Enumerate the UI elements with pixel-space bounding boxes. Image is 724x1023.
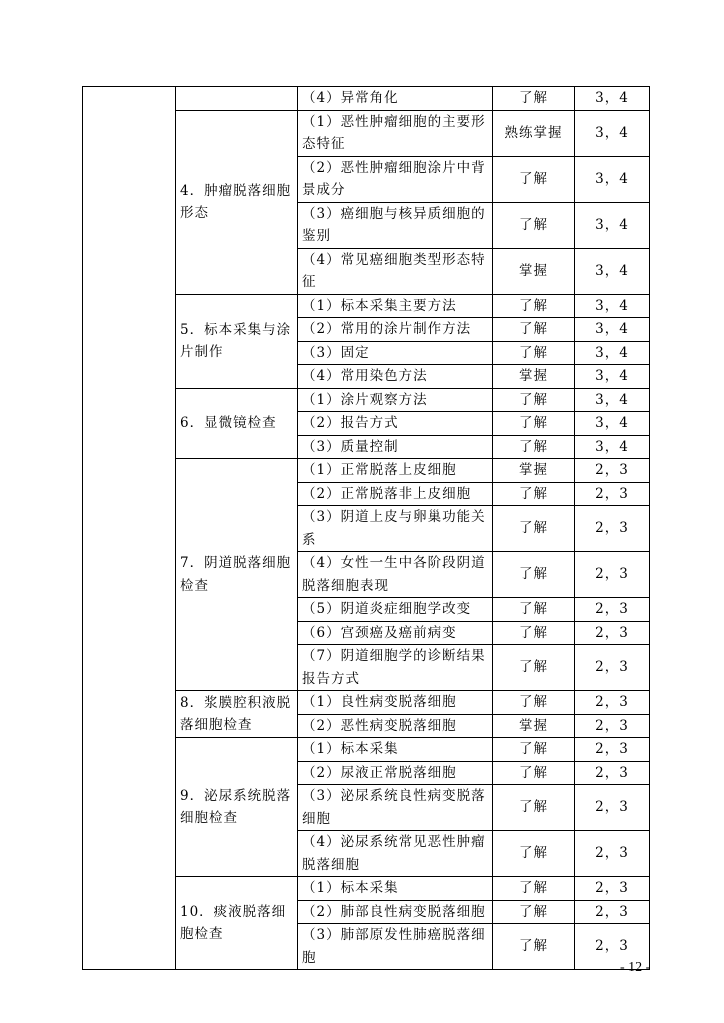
level-cell: 了解	[493, 691, 575, 715]
point-cell: （3）质量控制	[298, 435, 493, 459]
level-cell: 了解	[493, 388, 575, 412]
level-cell: 了解	[493, 202, 575, 248]
unit-cell: 3，4	[575, 365, 650, 389]
unit-cell: 2，3	[575, 877, 650, 901]
point-cell: （1）涂片观察方法	[298, 388, 493, 412]
topic-cell: 4．肿瘤脱落细胞形态	[176, 110, 298, 294]
point-cell: （3）肺部原发性肺癌脱落细胞	[298, 924, 493, 970]
point-cell: （2）肺部良性病变脱落细胞	[298, 900, 493, 924]
unit-cell: 3，4	[575, 248, 650, 294]
level-cell: 了解	[493, 318, 575, 342]
point-cell: （2）正常脱落非上皮细胞	[298, 482, 493, 506]
level-cell: 了解	[493, 598, 575, 622]
level-cell: 了解	[493, 156, 575, 202]
topic-cell: 8．浆膜腔积液脱落细胞检查	[176, 691, 298, 738]
unit-cell: 2，3	[575, 785, 650, 831]
unit-cell: 3，4	[575, 341, 650, 365]
level-cell: 了解	[493, 482, 575, 506]
level-cell: 了解	[493, 341, 575, 365]
level-cell: 掌握	[493, 459, 575, 483]
point-cell: （3）阴道上皮与卵巢功能关系	[298, 506, 493, 552]
unit-cell: 2，3	[575, 924, 650, 970]
unit-cell: 2，3	[575, 459, 650, 483]
point-cell: （2）恶性病变脱落细胞	[298, 714, 493, 738]
point-cell: （2）报告方式	[298, 412, 493, 436]
point-cell: （1）标本采集	[298, 877, 493, 901]
topic-cell: 5．标本采集与涂片制作	[176, 294, 298, 388]
point-cell: （1）正常脱落上皮细胞	[298, 459, 493, 483]
point-cell: （3）泌尿系统良性病变脱落细胞	[298, 785, 493, 831]
unit-cell: 2，3	[575, 506, 650, 552]
level-cell: 了解	[493, 877, 575, 901]
level-cell: 了解	[493, 761, 575, 785]
unit-cell: 2，3	[575, 598, 650, 622]
topic-cell: 7．阴道脱落细胞检查	[176, 459, 298, 691]
unit-cell: 2，3	[575, 552, 650, 598]
point-cell: （3）固定	[298, 341, 493, 365]
level-cell: 了解	[493, 506, 575, 552]
unit-cell: 2，3	[575, 831, 650, 877]
level-cell: 掌握	[493, 714, 575, 738]
point-cell: （1）标本采集主要方法	[298, 294, 493, 318]
topic-cell: 9．泌尿系统脱落细胞检查	[176, 738, 298, 877]
unit-cell: 3，4	[575, 435, 650, 459]
point-cell: （7）阴道细胞学的诊断结果报告方式	[298, 645, 493, 691]
table-row	[83, 87, 650, 111]
unit-cell: 3，4	[575, 388, 650, 412]
topic-cell-empty	[176, 87, 298, 111]
point-cell: （1）恶性肿瘤细胞的主要形态特征	[298, 110, 493, 156]
point-cell: （4）女性一生中各阶段阴道脱落细胞表现	[298, 552, 493, 598]
point-cell: （4）异常角化	[298, 87, 493, 111]
point-cell: （4）泌尿系统常见恶性肿瘤脱落细胞	[298, 831, 493, 877]
syllabus-table	[82, 86, 650, 970]
level-cell: 了解	[493, 87, 575, 111]
point-cell: （2）常用的涂片制作方法	[298, 318, 493, 342]
unit-cell: 3，4	[575, 318, 650, 342]
page-number: - 12 -	[620, 960, 651, 975]
point-cell: （6）宫颈癌及癌前病变	[298, 621, 493, 645]
topic-cell: 10．痰液脱落细胞检查	[176, 877, 298, 970]
topic-cell: 6．显微镜检查	[176, 388, 298, 459]
level-cell: 了解	[493, 831, 575, 877]
unit-cell: 3，4	[575, 156, 650, 202]
level-cell: 掌握	[493, 248, 575, 294]
unit-cell: 3，4	[575, 202, 650, 248]
point-cell: （5）阴道炎症细胞学改变	[298, 598, 493, 622]
unit-cell: 2，3	[575, 714, 650, 738]
point-cell: （1）良性病变脱落细胞	[298, 691, 493, 715]
level-cell: 了解	[493, 435, 575, 459]
unit-cell: 2，3	[575, 691, 650, 715]
unit-cell: 2，3	[575, 482, 650, 506]
unit-cell: 2，3	[575, 761, 650, 785]
level-cell: 了解	[493, 412, 575, 436]
unit-cell: 2，3	[575, 738, 650, 762]
section-cell	[83, 87, 176, 970]
level-cell: 熟练掌握	[493, 110, 575, 156]
level-cell: 了解	[493, 645, 575, 691]
level-cell: 了解	[493, 738, 575, 762]
unit-cell: 3，4	[575, 87, 650, 111]
level-cell: 了解	[493, 924, 575, 970]
point-cell: （2）尿液正常脱落细胞	[298, 761, 493, 785]
point-cell: （2）恶性肿瘤细胞涂片中背景成分	[298, 156, 493, 202]
level-cell: 了解	[493, 900, 575, 924]
level-cell: 掌握	[493, 365, 575, 389]
point-cell: （4）常见癌细胞类型形态特征	[298, 248, 493, 294]
point-cell: （4）常用染色方法	[298, 365, 493, 389]
unit-cell: 2，3	[575, 645, 650, 691]
point-cell: （1）标本采集	[298, 738, 493, 762]
level-cell: 了解	[493, 621, 575, 645]
level-cell: 了解	[493, 785, 575, 831]
point-cell: （3）癌细胞与核异质细胞的鉴别	[298, 202, 493, 248]
level-cell: 了解	[493, 552, 575, 598]
unit-cell: 2，3	[575, 621, 650, 645]
unit-cell: 3，4	[575, 294, 650, 318]
level-cell: 了解	[493, 294, 575, 318]
unit-cell: 2，3	[575, 900, 650, 924]
unit-cell: 3，4	[575, 110, 650, 156]
unit-cell: 3，4	[575, 412, 650, 436]
